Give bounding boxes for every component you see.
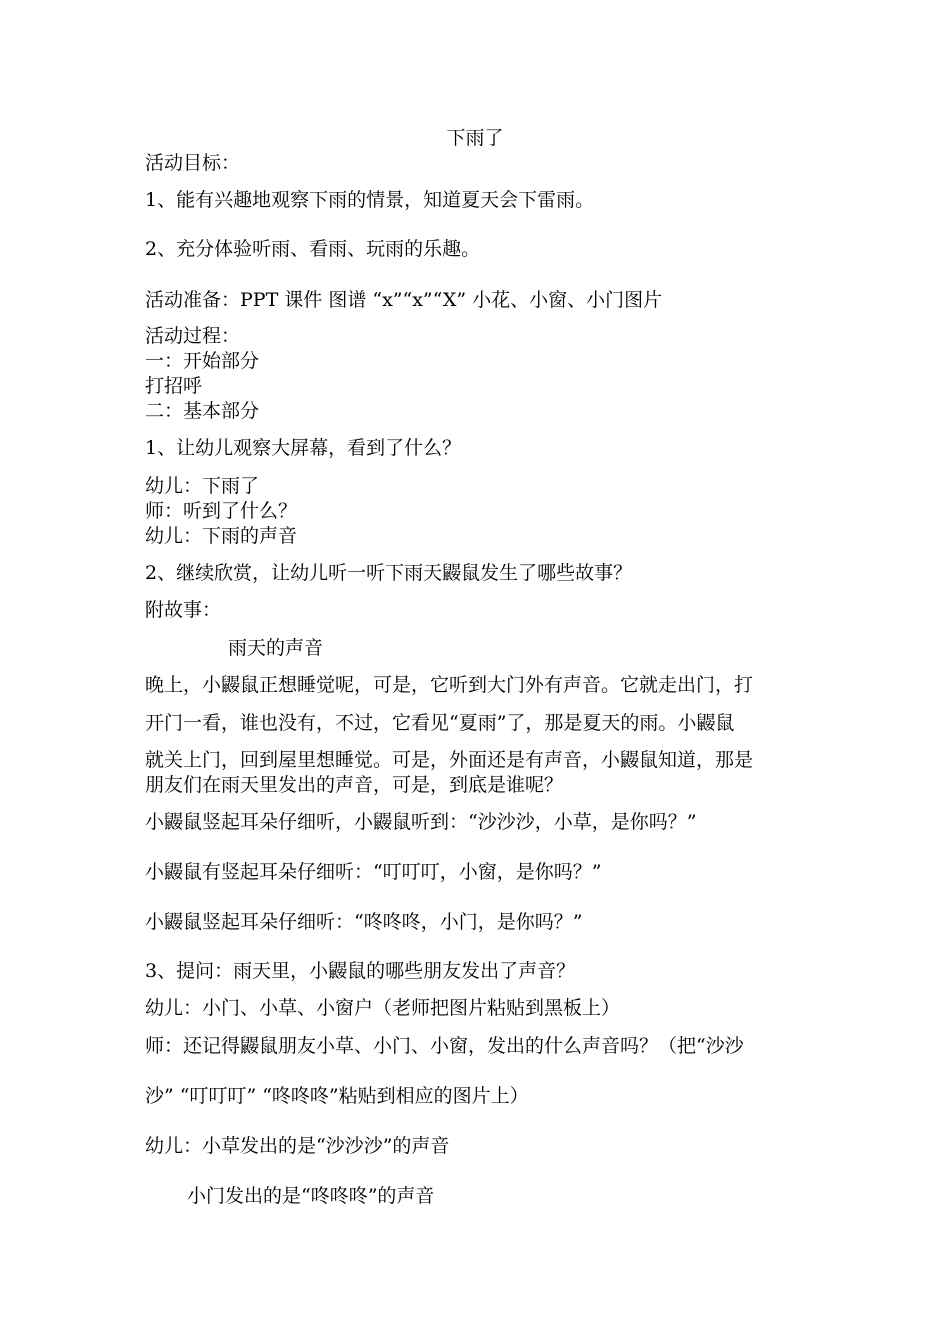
story-listen-line-1: 小鼹鼠竖起耳朵仔细听，小鼹鼠听到：“沙沙沙，小草，是你吗？”: [145, 811, 697, 833]
answer-line-3: 幼儿：小草发出的是“沙沙沙”的声音: [145, 1135, 450, 1157]
dialogue-line-1: 幼儿：下雨了: [145, 475, 260, 497]
process-heading: 活动过程：: [145, 325, 241, 347]
story-title: 雨天的声音: [228, 637, 324, 659]
answer-line-4: 小门发出的是“咚咚咚”的声音: [187, 1185, 435, 1207]
answer-line-2-continued: 沙” “叮叮叮” “咚咚咚”粘贴到相应的图片上）: [145, 1085, 529, 1107]
story-listen-line-3: 小鼹鼠竖起耳朵仔细听：“咚咚咚，小门，是你吗？”: [145, 911, 583, 933]
answer-line-2: 师：还记得鼹鼠朋友小草、小门、小窗，发出的什么声音吗？（把“沙沙: [145, 1035, 744, 1057]
part-two-heading: 二：基本部分: [145, 400, 260, 422]
greeting-text: 打招呼: [145, 375, 203, 397]
story-label: 附故事：: [145, 599, 222, 621]
story-paragraph-line: 就关上门，回到屋里想睡觉。可是，外面还是有声音，小鼹鼠知道，那是: [145, 749, 754, 771]
story-listen-line-2: 小鼹鼠有竖起耳朵仔细听：“叮叮叮，小窗，是你吗？”: [145, 861, 602, 883]
story-paragraph-line: 晚上，小鼹鼠正想睡觉呢，可是，它听到大门外有声音。它就走出门，打: [145, 674, 754, 696]
goal-item-1: 1、能有兴趣地观察下雨的情景，知道夏天会下雷雨。: [145, 189, 595, 211]
document-title: 下雨了: [446, 127, 504, 149]
dialogue-line-2: 师：听到了什么？: [145, 500, 298, 522]
step-1: 1、让幼儿观察大屏幕，看到了什么？: [145, 437, 462, 459]
goals-heading: 活动目标：: [145, 152, 241, 174]
part-one-heading: 一：开始部分: [145, 350, 260, 372]
activity-preparation: 活动准备：PPT 课件 图谱 “x”“x”“X” 小花、小窗、小门图片: [145, 289, 663, 311]
answer-line-1: 幼儿：小门、小草、小窗户（老师把图片粘贴到黑板上）: [145, 997, 621, 1019]
goal-item-2: 2、充分体验听雨、看雨、玩雨的乐趣。: [145, 238, 481, 260]
dialogue-line-3: 幼儿：下雨的声音: [145, 525, 298, 547]
story-paragraph-line: 开门一看，谁也没有，不过，它看见“夏雨”了，那是夏天的雨。小鼹鼠: [145, 712, 735, 734]
step-2: 2、继续欣赏，让幼儿听一听下雨天鼹鼠发生了哪些故事？: [145, 562, 633, 584]
story-paragraph-line: 朋友们在雨天里发出的声音，可是，到底是谁呢？: [145, 774, 564, 796]
step-3: 3、提问：雨天里，小鼹鼠的哪些朋友发出了声音？: [145, 960, 576, 982]
